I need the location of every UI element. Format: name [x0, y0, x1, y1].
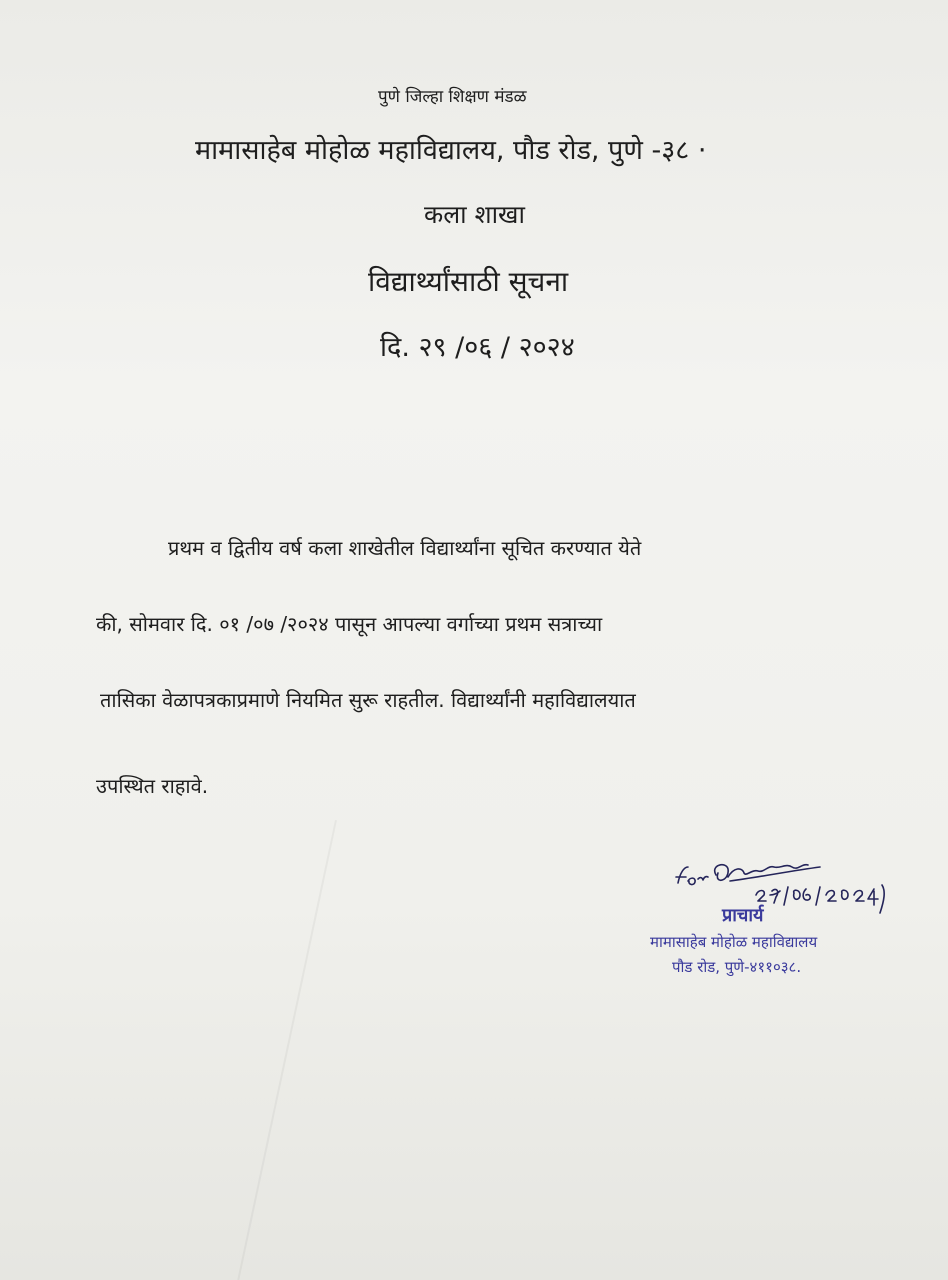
faculty-name: कला शाखा	[424, 200, 525, 229]
handwritten-signature	[670, 855, 900, 915]
signature-block	[640, 855, 900, 985]
stamp-principal-title: प्राचार्य	[722, 905, 764, 926]
notice-body-line-3: तासिका वेळापत्रकाप्रमाणे नियमित सुरू राहतील. विद्यार्थ्यांनी महाविद्यालयात	[100, 688, 636, 712]
stamp-college-name: मामासाहेब मोहोळ महाविद्यालय	[650, 933, 818, 951]
stamp-address: पौड रोड, पुणे-४११०३८.	[672, 958, 802, 976]
notice-title: विद्यार्थ्यांसाठी सूचना	[368, 265, 569, 298]
notice-body-line-1: प्रथम व द्वितीय वर्ष कला शाखेतील विद्यार्थ्यांना सूचित करण्यात येते	[168, 536, 642, 560]
education-board-name: पुणे जिल्हा शिक्षण मंडळ	[378, 87, 527, 107]
notice-body-line-4: उपस्थित राहावे.	[96, 774, 209, 798]
notice-date: दि. २९ /०६ / २०२४	[380, 332, 575, 363]
notice-body-line-2: की, सोमवार दि. ०१ /०७ /२०२४ पासून आपल्या वर्गाच्या प्रथम सत्राच्या	[96, 612, 603, 636]
college-name: मामासाहेब मोहोळ महाविद्यालय, पौड रोड, पुणे -३८ ·	[195, 135, 707, 166]
paper-fold-line	[237, 820, 337, 1280]
